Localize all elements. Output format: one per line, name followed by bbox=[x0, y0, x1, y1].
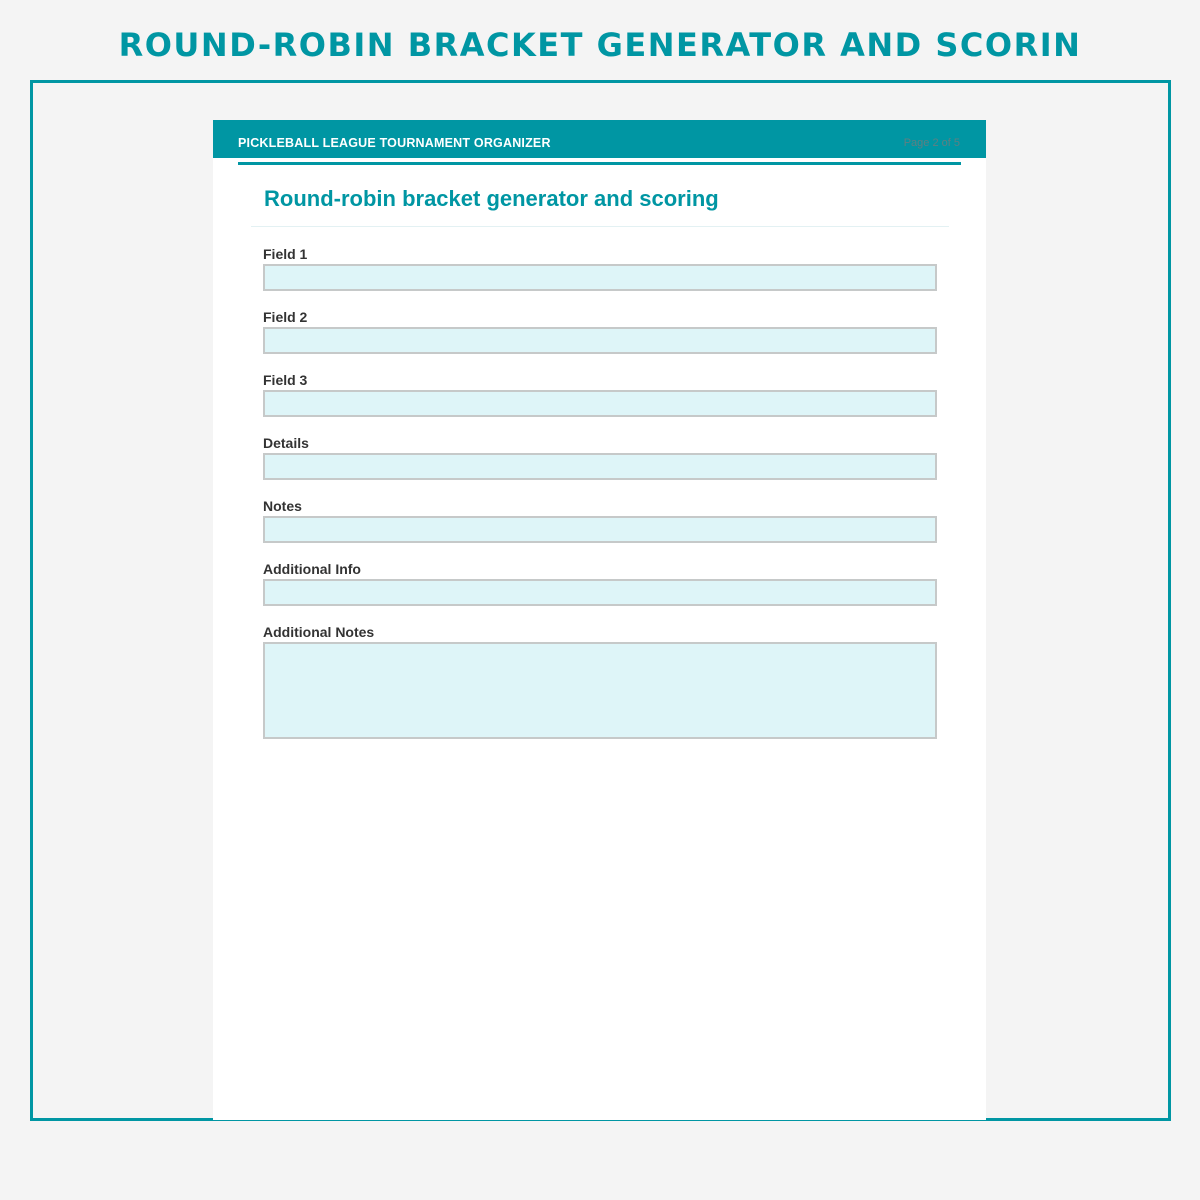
title-divider bbox=[251, 226, 949, 227]
form-field-notes bbox=[263, 498, 937, 543]
additional-notes-textarea[interactable] bbox=[263, 642, 937, 739]
header-divider bbox=[238, 162, 961, 165]
organizer-name: PICKLEBALL LEAGUE TOURNAMENT ORGANIZER bbox=[238, 136, 551, 150]
field-1-input[interactable] bbox=[263, 264, 937, 291]
details-label: Details bbox=[263, 435, 309, 451]
page-number: Page 2 of 5 bbox=[903, 137, 960, 149]
form-field-additional-notes bbox=[263, 624, 937, 739]
form-field-3 bbox=[263, 372, 937, 417]
form-field-1 bbox=[263, 246, 937, 291]
field-1-label: Field 1 bbox=[263, 246, 308, 262]
field-2-label: Field 2 bbox=[263, 309, 308, 325]
form-field-additional-info bbox=[263, 561, 937, 606]
document-page bbox=[213, 120, 986, 1120]
notes-input[interactable] bbox=[263, 516, 937, 543]
additional-notes-label: Additional Notes bbox=[263, 624, 375, 640]
form-field-2 bbox=[263, 309, 937, 354]
app-title: ROUND-ROBIN BRACKET GENERATOR AND SCORIN bbox=[118, 26, 1082, 64]
form-field-details bbox=[263, 435, 937, 480]
additional-info-label: Additional Info bbox=[263, 561, 361, 577]
details-input[interactable] bbox=[263, 453, 937, 480]
field-2-input[interactable] bbox=[263, 327, 937, 354]
field-3-input[interactable] bbox=[263, 390, 937, 417]
form-title: Round-robin bracket generator and scoring bbox=[264, 186, 719, 211]
additional-info-input[interactable] bbox=[263, 579, 937, 606]
notes-label: Notes bbox=[263, 498, 302, 514]
page-header-bar bbox=[213, 120, 986, 158]
field-3-label: Field 3 bbox=[263, 372, 308, 388]
